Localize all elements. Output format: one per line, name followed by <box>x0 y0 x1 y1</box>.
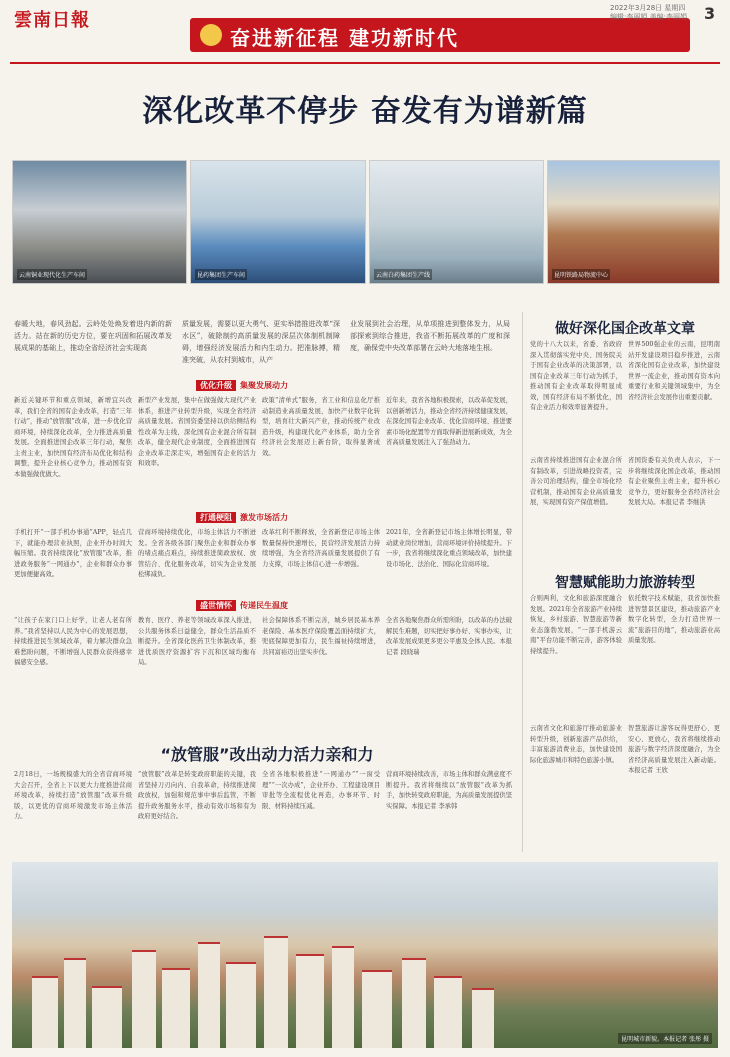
building-shape <box>64 958 86 1048</box>
article-text: 2021年，全省新登记市场主体增长明显，带动就业岗位增加，营商环境评价持续提升。下一步，我省将继续深化重点领域改革，加快建设市场化、法治化、国际化营商环境。 <box>386 529 512 568</box>
lab-photo <box>190 160 366 284</box>
side-article-headline: 智慧赋能助力旅游转型 <box>555 575 695 591</box>
section-tag <box>196 512 292 524</box>
article-text: 手机打开“一部手机办事通”APP，轻点几下，就能办理营业执照，企业开办时间大幅压缩。我省持续深化“放管服”改革，推进政务服务“一网通办”，企业和群众办事更加便捷高效。 <box>14 529 132 578</box>
building-shape <box>198 942 220 1048</box>
photo-caption: 昆明铁路局物流中心 <box>552 269 610 280</box>
building-shape <box>362 970 392 1048</box>
lead-paragraph: 质量发展，需要以更大勇气、更实举措推进改革“深水区”，破除制约高质量发展的深层次体制机制障碍，增强经济发展活力和内生动力。把准脉搏，精准突破，从农村到城市，从产 <box>182 320 340 364</box>
article-text: 智慧旅游让游客玩得更舒心、更安心、更放心，我省将继续推动旅游与数字经济深度融合，为全省经济高质量发展注入新动能。本报记者 王欣 <box>628 725 720 774</box>
party-emblem-icon <box>200 24 222 46</box>
editor-text: 编辑:李丽娟 美编:李丽娟 <box>610 13 687 21</box>
section-tag <box>196 380 292 392</box>
side-article-headline: 做好深化国企改革文章 <box>555 321 695 337</box>
banner-slogan: 奋进新征程 建功新时代 <box>230 26 459 50</box>
masthead-rule <box>10 62 720 64</box>
section-tag-secondary: 激发市场活力 <box>240 513 288 522</box>
photo-caption: 云南铜业现代化生产车间 <box>17 269 87 280</box>
section-tag <box>196 600 292 612</box>
photo-caption: 云南白药集团生产线 <box>374 269 432 280</box>
theme-banner <box>190 18 690 52</box>
article-text: 合则两利，文化和旅游深度融合发展。2021年全省旅游产业持续恢复，乡村旅游、智慧旅游等新业态蓬勃发展，“一部手机游云南”平台功能不断完善，游客体验持续提升。 <box>530 595 622 655</box>
article-text: 新近关键环节和重点领域，新增宜兴改革，我们全省的国有企业改革，打造“三年行动”，推动“放管服”改革，进一步优化营商环境，持续深化改革，全力推进高质量发展。全面推进国企改革三年行动，聚焦主责主业，加快国有经济布局优化和结构调整，提升企业核心竞争力，推动国有资本做强做优做大。 <box>14 397 132 478</box>
section-tag-secondary: 集聚发展动力 <box>240 381 288 390</box>
photo-caption: 昆明城市新貌。本报记者 张彤 摄 <box>618 1033 712 1044</box>
article-text: “让孩子在家门口上好学，让老人老有所养。”我省坚持以人民为中心的发展思想，持续推进民生领域改革，着力解决群众急难愁盼问题，不断增强人民群众获得感幸福感安全感。 <box>14 617 132 666</box>
article-text: 改革红利不断释放，全省新登记市场主体数量保持快速增长，民营经济发展活力持续增强，为全省经济高质量发展提供了有力支撑，市场主体信心进一步增强。 <box>262 529 380 568</box>
article-text: “放管服”改革是转变政府职能的关键，我省坚持刀刃向内、自我革命，持续推进简政放权，加强和规范事中事后监管，不断提升政务服务水平，推动有效市场和有为政府更好结合。 <box>138 771 256 820</box>
article-text: 近年来，我省各地积极探索，以改革促发展，以创新增活力，推动全省经济持续健康发展，在深化国有企业改革、优化营商环境、推进要素市场化配置等方面取得新进展新成效，为全省高质量发展注入了强劲动力。 <box>386 397 512 446</box>
dateline <box>610 4 687 22</box>
section-tag-primary: 优化升级 <box>196 380 236 391</box>
article-text: 云南省文化和旅游厅推动旅游业转型升级，创新旅游产品供给，丰富旅游消费业态，加快建设国际化旅游城市和特色旅游小镇。 <box>530 725 622 764</box>
building-shape <box>472 988 494 1048</box>
building-shape <box>402 958 426 1048</box>
article-text: 党的十八大以来，省委、省政府深入贯彻落实党中央、国务院关于国有企业改革的决策部署，以国有企业改革三年行动为抓手，推动国有企业改革取得明显成效，国有经济布局不断优化，国有企业活力和效率显著提升。 <box>530 341 622 411</box>
building-shape <box>434 976 462 1048</box>
page-headline: 深化改革不停步 奋发有为谱新篇 <box>142 94 588 129</box>
section-tag-primary: 打通梗阻 <box>196 512 236 523</box>
article-text: 世界500强企业的云南，昆明南站开发建设项目稳步推进，云南省深化国有企业改革，加快建设世界一流企业，推动国有资本向重要行业和关键领域集中，为全省经济社会发展作出重要贡献。 <box>628 341 720 401</box>
building-shape <box>296 954 324 1048</box>
article-text: 2月18日，一场规模盛大的全省营商环境大会召开，全省上下以更大力度推进营商环境改革，持续打造“放管服”改革升级版，以更优的营商环境激发市场主体活力。 <box>14 771 132 820</box>
city-aerial-photo <box>12 862 718 1048</box>
article-text: 省国资委有关负责人表示，下一步将继续深化国企改革，推动国有企业聚焦主责主业，提升核心竞争力，更好服务全省经济社会发展大局。本报记者 李继洪 <box>628 457 720 506</box>
article-text: 全省各地聚焦群众所需所盼，以改革的办法破解民生难题，切实把好事办好、实事办实，让改革发展成果更多更公平惠及全体人民。本报记者 段晓瑞 <box>386 617 512 656</box>
section-tag-secondary: 传递民生温度 <box>240 601 288 610</box>
column-divider <box>522 312 523 852</box>
building-shape <box>32 976 58 1048</box>
article-text: 新型产业发展，集中在做强做大现代产业体系，推进产业转型升级，实现全省经济高质量发展。省国资委坚持以供给侧结构性改革为主线，深化国有企业混合所有制改革，健全现代企业制度，全面推进国有企业改革走深走实，增强国有企业的活力和效率。 <box>138 397 256 467</box>
article-text: 依托数字技术赋能，我省加快推进智慧景区建设，推动旅游产业数字化转型，全力打造世界一流“旅游目的地”，推动旅游业高质量发展。 <box>628 595 720 644</box>
factory-photo <box>12 160 187 284</box>
building-shape <box>226 962 256 1048</box>
building-shape <box>332 946 354 1048</box>
article-text: 营商环境持续优化，市场主体活力不断迸发。全省各级各部门聚焦企业和群众办事的堵点痛点难点，持续推进简政放权、放管结合、优化服务改革，切实为企业发展松绑减负。 <box>138 529 256 578</box>
lead-paragraph: 业发展到社会治理，从单项推进到整体发力，从局部探索到综合推进，我省不断拓展改革的广度和深度，确保党中央改革部署在云岭大地落地生根。 <box>350 320 510 352</box>
masthead <box>0 0 730 62</box>
building-shape <box>132 950 156 1048</box>
article-text: 全省各地积极推进“一网通办”“一窗受理”“一次办成”，企业开办、工程建设项目审批等全流程优化再造，办事环节、时限、材料持续压减。 <box>262 771 380 810</box>
article-text: 云南省持续推进国有企业混合所有制改革，引进战略投资者，完善公司治理结构，健全市场化经营机制，推动国有企业高质量发展，实现国有资产保值增值。 <box>530 457 622 506</box>
page-number: 3 <box>704 4 716 23</box>
newspaper-logo: 雲南日報 <box>14 10 90 31</box>
article-text: 政策“清单式”服务，省工业和信息化厅推动制造业高质量发展，加快产业数字化转型，培育壮大新兴产业，推动传统产业改造升级，构建现代化产业体系，助力全省经济社会发展迈上新台阶，取得显著成效。 <box>262 397 380 457</box>
article-text: 社会保障体系不断完善，城乡居民基本养老保险、基本医疗保险覆盖面持续扩大，兜底保障更加有力，民生福祉持续增进，共同富裕迈出坚实步伐。 <box>262 617 380 656</box>
building-shape <box>162 968 190 1048</box>
date-text: 2022年3月28日 星期四 <box>610 4 686 12</box>
logistics-photo <box>547 160 720 284</box>
article-text: 教育、医疗、养老等领域改革深入推进，公共服务体系日益健全，群众生活品质不断提升。全省深化医药卫生体制改革，推进优质医疗资源扩容下沉和区域均衡布局。 <box>138 617 256 666</box>
article-text: 营商环境持续改善，市场主体和群众满意度不断提升。我省将继续以“放管服”改革为抓手，加快转变政府职能，为高质量发展提供坚实保障。本报记者 李承韩 <box>386 771 512 810</box>
lead-paragraph: 春暖大地，春风劲起。云岭处处焕发着进内新的新活力。站在新的历史方位，要在巩固和拓展改革发展成果的基础上，推动全省经济社会实现高 <box>14 320 172 352</box>
building-shape <box>264 936 288 1048</box>
building-shape <box>92 986 122 1048</box>
article-headline: “放管服”改出动力活力亲和力 <box>160 745 374 764</box>
section-tag-primary: 盛世情怀 <box>196 600 236 611</box>
photo-caption: 昆药集团生产车间 <box>195 269 247 280</box>
production-line-photo <box>369 160 544 284</box>
